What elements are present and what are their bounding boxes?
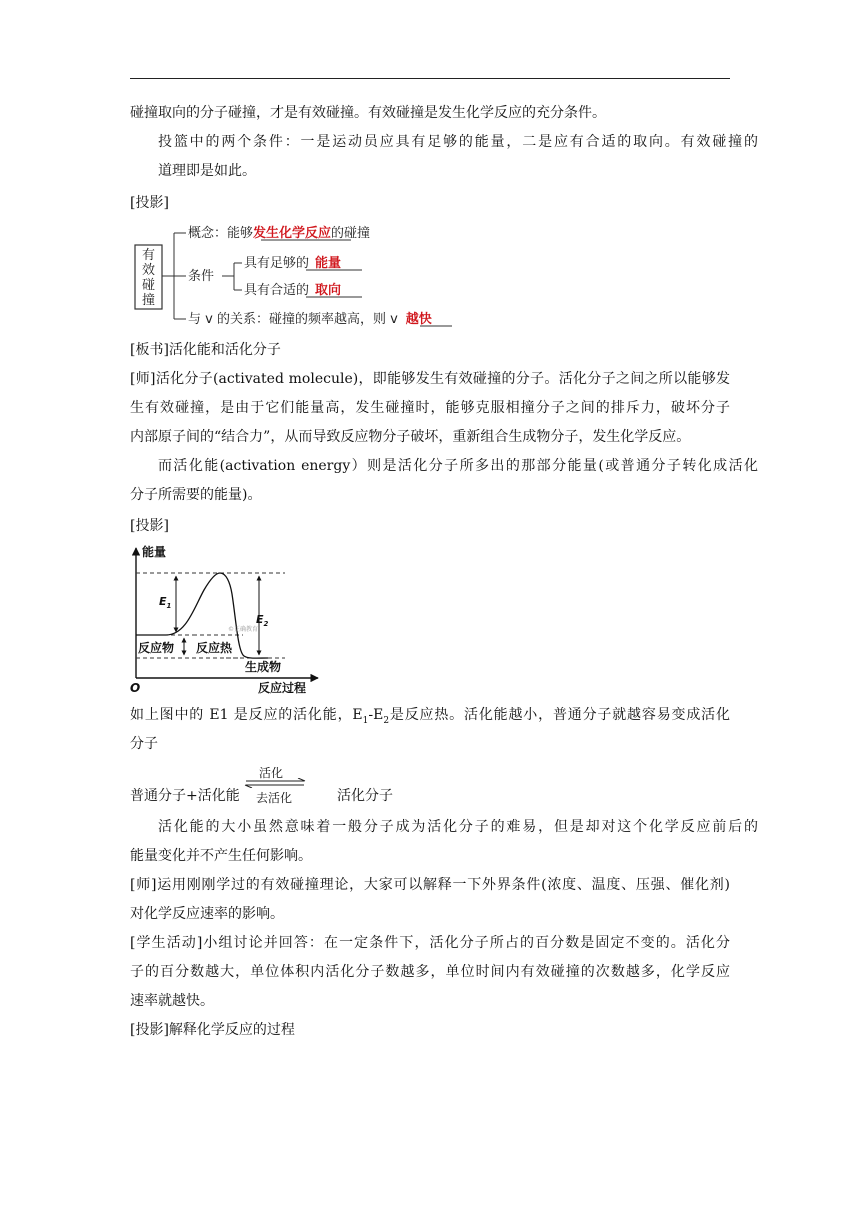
box-char-1: 有 xyxy=(141,248,156,263)
paragraph: [学生活动]小组讨论并回答：在一定条件下，活化分子所占的百分数是固定不变的。活化分 xyxy=(130,935,730,951)
y-axis-label: 能量 xyxy=(142,545,167,559)
box-char-2: 效 xyxy=(141,263,156,278)
condition-label: 条件 xyxy=(188,269,215,284)
equation-forward-label: 活化 xyxy=(259,766,284,780)
paragraph: 道理即是如此。 xyxy=(158,163,256,179)
paragraph: 分子 xyxy=(130,736,158,752)
equation-left: 普通分子+活化能 xyxy=(130,788,240,804)
energy-profile-diagram xyxy=(128,542,323,697)
e2-label: $E_2$ xyxy=(256,613,269,628)
box-char-4: 撞 xyxy=(141,293,156,308)
box-char-3: 碰 xyxy=(141,278,156,293)
paragraph: 内部原子间的“结合力”，从而导致反应物分子破坏，重新组合生成物分子，发生化学反应。 xyxy=(130,429,691,445)
condition-brace xyxy=(222,263,242,290)
origin-label: O xyxy=(130,681,141,695)
main-brace xyxy=(162,233,186,319)
projection-label: [投影] xyxy=(130,518,169,534)
equation-reverse-label: 去活化 xyxy=(256,791,293,805)
paragraph: [师]活化分子(activated molecule)，即能够发生有效碰撞的分子。活化分子之间之所以能够发 xyxy=(130,371,730,387)
board-heading: [板书]活化能和活化分子 xyxy=(130,342,281,358)
paragraph: 碰撞取向的分子碰撞，才是有效碰撞。有效碰撞是发生化学反应的充分条件。 xyxy=(130,105,606,121)
condition-orientation: 具有合适的 取向 xyxy=(244,283,342,298)
header-rule xyxy=(130,78,730,79)
rate-relation: 与 v 的关系：碰撞的频率越高，则 v 越快 xyxy=(188,312,432,327)
projection-label: [投影]解释化学反应的过程 xyxy=(130,1022,295,1038)
equation-right: 活化分子 xyxy=(337,788,393,804)
condition-energy: 具有足够的 能量 xyxy=(244,256,342,271)
e1-label: $E_1$ xyxy=(159,595,172,610)
paragraph: 对化学反应速率的影响。 xyxy=(130,906,284,922)
reactant-label: 反应物 xyxy=(138,641,175,655)
paragraph: 活化能的大小虽然意味着一般分子成为活化分子的难易，但是却对这个化学反应前后的 xyxy=(158,819,758,835)
paragraph: 分子所需要的能量)。 xyxy=(130,487,262,503)
paragraph: 能量变化并不产生任何影响。 xyxy=(130,848,312,864)
x-axis-label: 反应过程 xyxy=(258,681,307,695)
paragraph: 如上图中的 E1 是反应的活化能，$E_1-E_2$是反应热。活化能越小，普通分子就越容易变成活化 xyxy=(130,707,731,726)
paragraph: 速率就越快。 xyxy=(130,993,214,1009)
paragraph: 投篮中的两个条件：一是运动员应具有足够的能量，二是应有合适的取向。有效碰撞的 xyxy=(158,134,758,150)
concept-text: 概念：能够发生化学反应的碰撞 xyxy=(188,226,371,241)
paragraph: 子的百分数越大，单位体积内活化分子数越多，单位时间内有效碰撞的次数越多，化学反应 xyxy=(130,964,730,980)
product-label: 生成物 xyxy=(245,660,282,674)
paragraph: [师]运用刚刚学过的有效碰撞理论，大家可以解释一下外界条件(浓度、温度、压强、催化剂) xyxy=(130,877,730,893)
paragraph: 生有效碰撞，是由于它们能量高，发生碰撞时，能够克服相撞分子之间的排斥力，破坏分子 xyxy=(130,400,730,416)
projection-label: [投影] xyxy=(130,195,169,211)
paragraph: 而活化能(activation energy）则是活化分子所多出的那部分能量(或普通分子转化成活化 xyxy=(158,458,758,474)
effective-collision-diagram xyxy=(130,217,470,333)
reaction-heat-label: 反应热 xyxy=(196,641,233,655)
equilibrium-arrows xyxy=(244,778,308,788)
watermark: ©正确教育 xyxy=(228,626,259,633)
